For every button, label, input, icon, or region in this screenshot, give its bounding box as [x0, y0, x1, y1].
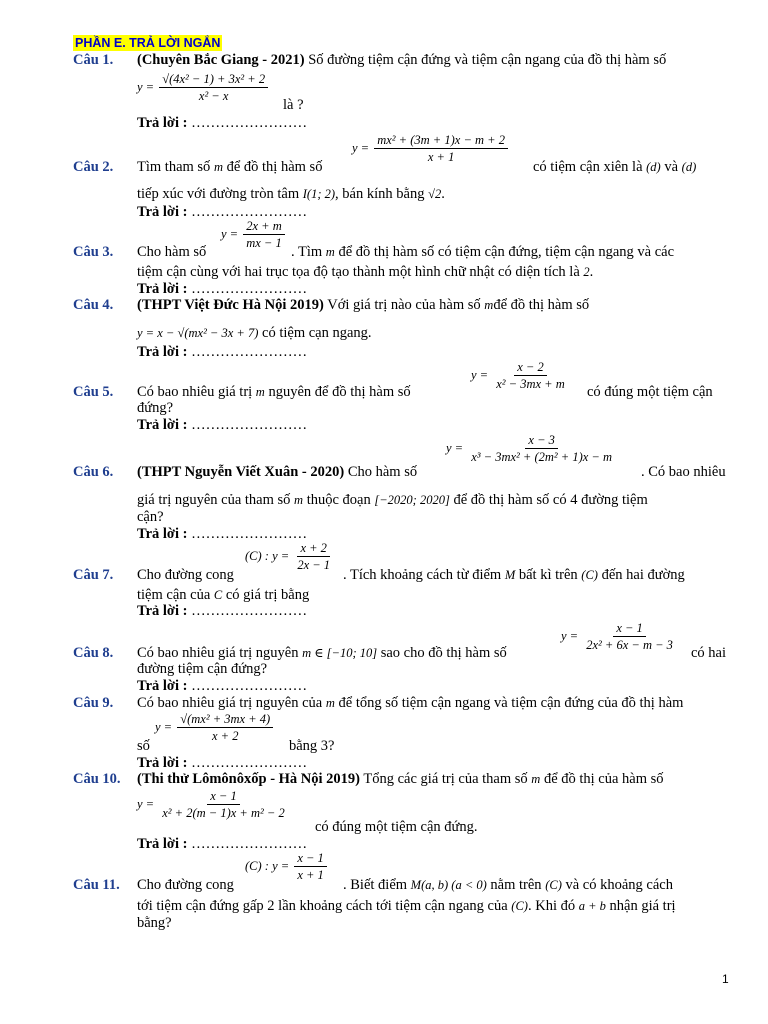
question-5-line-2: đứng?: [137, 400, 174, 416]
text: tới tiệm cận đứng gấp 2 lần khoảng cách tới tiệm cận ngang của: [137, 898, 508, 914]
question-7-formula: [245, 541, 335, 572]
question-2-line-2: [137, 185, 445, 203]
text: có giá trị bằng: [225, 587, 310, 603]
formula-lhs: y =: [446, 441, 464, 455]
text: tiệm cận cùng với hai trục tọa độ tạo thành một hình chữ nhật có diện tích là: [137, 264, 580, 280]
text: để đồ thị hàm số: [226, 159, 323, 175]
text: . Biết điểm: [343, 877, 408, 893]
var-m: m: [325, 696, 335, 710]
interval: [−2020; 2020]: [374, 493, 450, 507]
fraction-denominator: 2x − 1: [297, 558, 331, 572]
text: sao cho đồ thị hàm số: [380, 645, 507, 661]
var-m: m: [255, 385, 265, 399]
fraction: [177, 712, 273, 743]
question-8-line-1b: có hai: [691, 645, 727, 661]
fraction-denominator: x² + 2(m − 1)x + m² − 2: [162, 806, 285, 820]
formula-lhs: y =: [137, 797, 155, 811]
text: giá trị nguyên của tham số: [137, 492, 291, 508]
var-m: m: [325, 245, 335, 259]
text: Tìm tham số: [137, 159, 211, 175]
fraction: [374, 133, 508, 164]
text: Có bao nhiêu giá trị nguyên của: [137, 695, 323, 711]
fraction-denominator: x + 1: [427, 150, 455, 164]
answer-label: Trả lời :: [137, 603, 188, 619]
symbol-C: (C): [581, 568, 598, 582]
fraction-denominator: x² − x: [198, 89, 229, 103]
question-1-number: Câu 1.: [73, 52, 114, 68]
answer-blank[interactable]: ……………………: [191, 678, 308, 694]
answer-label: Trả lời :: [137, 204, 188, 220]
question-4-number: Câu 4.: [73, 297, 114, 313]
question-7-answer: [137, 602, 307, 620]
var-m: m: [294, 493, 304, 507]
symbol-C: (C): [545, 878, 562, 892]
text: nguyên để đồ thị hàm số: [268, 384, 411, 400]
sum-expression: a + b: [578, 899, 606, 913]
text: Cho hàm số: [344, 464, 418, 480]
answer-label: Trả lời :: [137, 526, 188, 542]
answer-blank[interactable]: ……………………: [191, 204, 308, 220]
fraction-numerator: √(mx² + 3mx + 4): [177, 712, 273, 728]
area-value: 2: [583, 265, 590, 279]
answer-label: Trả lời :: [137, 115, 188, 131]
formula-lhs: y =: [155, 720, 173, 734]
question-4-source: (THPT Việt Đức Hà Nội 2019): [137, 297, 324, 313]
fraction: [493, 360, 568, 391]
question-9-line-1: [137, 694, 683, 712]
text: thuộc đoạn: [306, 492, 371, 508]
fraction-numerator: 2x + m: [243, 219, 285, 235]
fraction-denominator: 2x² + 6x − m − 3: [586, 638, 673, 652]
question-11-formula: [245, 851, 329, 882]
fraction-denominator: x² − 3mx + m: [496, 377, 565, 391]
question-3-number: Câu 3.: [73, 244, 114, 260]
question-10-line-1: [137, 770, 664, 788]
answer-blank[interactable]: ……………………: [191, 417, 308, 433]
fraction-numerator: x − 1: [613, 621, 645, 637]
text: để đồ thị hàm số: [493, 297, 590, 313]
question-8-formula: [561, 621, 678, 652]
symbol-d: (d): [646, 160, 661, 174]
text: Với giá trị nào của hàm số: [323, 297, 481, 313]
question-1-formula: [137, 72, 270, 103]
text: tiệm cận của: [137, 587, 211, 603]
var-M: M: [504, 568, 516, 582]
question-7-line-1b: [343, 566, 685, 584]
circle-radius: √2: [428, 187, 442, 201]
text: có tiệm cạn ngang.: [262, 325, 372, 341]
question-5-line-1a: [137, 383, 411, 401]
text: đến hai đường: [601, 567, 685, 583]
text: và: [664, 159, 679, 175]
text: Tổng các giá trị của tham số: [360, 771, 528, 787]
symbol-d: (d): [681, 160, 697, 174]
question-6-line-1a: [137, 463, 417, 481]
question-9-formula: [155, 712, 275, 743]
question-2-line-1b: [533, 158, 696, 176]
question-4-line-2: [137, 324, 372, 342]
question-1-answer: [137, 114, 307, 132]
question-4-line-1: [137, 296, 589, 314]
question-5-number: Câu 5.: [73, 384, 114, 400]
point-M: M(a, b) (a < 0): [410, 878, 487, 892]
answer-blank[interactable]: ……………………: [191, 281, 308, 297]
formula-lhs: y =: [137, 80, 155, 94]
question-6-line-1b: . Có bao nhiêu: [641, 464, 726, 480]
question-10-line-2b: có đúng một tiệm cận đứng.: [315, 819, 478, 835]
fraction-denominator: x³ − 3mx² + (2m² + 1)x − m: [471, 450, 613, 464]
answer-label: Trả lời :: [137, 281, 188, 297]
question-10-source: (Thi thử Lômônôxốp - Hà Nội 2019): [137, 771, 361, 787]
fraction: [243, 219, 285, 250]
curve-label: (C) : y =: [245, 549, 290, 563]
answer-blank[interactable]: ……………………: [191, 115, 308, 131]
question-8-answer: [137, 677, 307, 695]
answer-label: Trả lời :: [137, 417, 188, 433]
text: nằm trên: [490, 877, 542, 893]
text: . Tích khoảng cách từ điểm: [343, 567, 502, 583]
question-2-number: Câu 2.: [73, 159, 114, 175]
question-6-line-2: [137, 491, 648, 509]
fraction-numerator: x − 1: [294, 851, 326, 867]
question-8-line-2: đường tiệm cận đứng?: [137, 661, 268, 677]
question-9-line-2a: số: [137, 738, 150, 754]
text: nhận giá trị: [609, 898, 676, 914]
question-5-answer: [137, 416, 307, 434]
question-4-answer: [137, 343, 307, 361]
curve-label: (C) : y =: [245, 859, 290, 873]
text: .: [441, 186, 445, 202]
question-11-line-2: [137, 897, 676, 915]
question-11-line-1b: [343, 876, 673, 894]
question-7-line-1a: Cho đường cong: [137, 567, 234, 583]
fraction-denominator: x + 2: [211, 729, 239, 743]
answer-label: Trả lời :: [137, 344, 188, 360]
question-11-line-3: bằng?: [137, 915, 172, 931]
text: để tổng số tiệm cận ngang và tiệm cận đứng của đồ thị hàm: [338, 695, 684, 711]
question-4-formula: y = x − √(mx² − 3x + 7): [137, 326, 259, 340]
fraction-numerator: x − 1: [207, 789, 239, 805]
text: để đồ thị của hàm số: [543, 771, 664, 787]
question-6-source: (THPT Nguyễn Viết Xuân - 2020): [137, 464, 345, 480]
question-7-number: Câu 7.: [73, 567, 114, 583]
circle-center: I(1; 2): [302, 187, 336, 201]
answer-blank[interactable]: ……………………: [191, 603, 308, 619]
question-1-suffix: là ?: [283, 97, 304, 113]
var-m: m: [484, 298, 494, 312]
text: để đồ thị hàm số có tiệm cận đứng, tiệm cận ngang và các: [338, 244, 675, 260]
answer-label: Trả lời :: [137, 755, 188, 771]
text: . Tìm: [291, 244, 323, 260]
question-1-source: (Chuyên Bắc Giang - 2021): [137, 52, 305, 68]
fraction: [583, 621, 676, 652]
fraction-numerator: x + 2: [297, 541, 329, 557]
page-number: 1: [722, 972, 729, 986]
fraction: [468, 433, 615, 464]
question-8-number: Câu 8.: [73, 645, 114, 661]
text: và có khoảng cách: [565, 877, 673, 893]
question-2-formula: [352, 133, 510, 164]
formula-lhs: y =: [561, 629, 579, 643]
question-10-number: Câu 10.: [73, 771, 121, 787]
text: có tiệm cận xiên là: [533, 159, 643, 175]
text: để đồ thị hàm số có 4 đường tiệm: [453, 492, 648, 508]
section-title: PHẦN E. TRẢ LỜI NGẮN: [75, 36, 221, 50]
question-10-formula: [137, 789, 290, 820]
question-9-number: Câu 9.: [73, 695, 114, 711]
question-11-line-1a: Cho đường cong: [137, 877, 234, 893]
formula-lhs: y =: [471, 368, 489, 382]
symbol-C: (C): [511, 899, 528, 913]
fraction-numerator: x − 3: [525, 433, 557, 449]
question-2-line-1a: [137, 158, 322, 176]
answer-blank[interactable]: ……………………: [191, 344, 308, 360]
symbol-C: C: [213, 588, 223, 602]
question-9-line-2b: bằng 3?: [289, 738, 335, 754]
question-5-formula: [471, 360, 570, 391]
question-1-text: Số đường tiệm cận đứng và tiệm cận ngang của đồ thị hàm số: [304, 52, 667, 68]
fraction-numerator: mx² + (3m + 1)x − m + 2: [374, 133, 508, 149]
answer-label: Trả lời :: [137, 836, 188, 852]
range: m ∈ [−10; 10]: [302, 646, 378, 660]
text: .: [589, 264, 594, 280]
fraction-denominator: mx − 1: [246, 236, 282, 250]
fraction: [294, 541, 333, 572]
formula-lhs: y =: [221, 227, 239, 241]
answer-label: Trả lời :: [137, 678, 188, 694]
text: bất kì trên: [518, 567, 578, 583]
fraction-numerator: x − 2: [514, 360, 546, 376]
text: tiếp xúc với đường tròn tâm: [137, 186, 300, 202]
fraction: [159, 789, 287, 820]
answer-blank[interactable]: ……………………: [191, 836, 308, 852]
question-1-line-1: [137, 51, 666, 69]
var-m: m: [531, 772, 541, 786]
question-11-number: Câu 11.: [73, 877, 120, 893]
question-6-formula: [446, 433, 617, 464]
question-3-line-1a: Cho hàm số: [137, 244, 207, 260]
question-3-line-2: [137, 263, 593, 281]
text: Có bao nhiêu giá trị: [137, 384, 253, 400]
fraction-numerator: √(4x² − 1) + 3x² + 2: [159, 72, 268, 88]
text: Có bao nhiêu giá trị nguyên: [137, 645, 299, 661]
fraction-denominator: x + 1: [297, 868, 324, 882]
answer-blank[interactable]: ……………………: [191, 755, 308, 771]
question-3-formula: [221, 219, 287, 250]
fraction: [294, 851, 326, 882]
var-m: m: [213, 160, 223, 174]
question-3-line-1b: [291, 243, 674, 261]
answer-blank[interactable]: ……………………: [191, 526, 308, 542]
text: , bán kính bằng: [335, 186, 425, 202]
question-6-number: Câu 6.: [73, 464, 114, 480]
question-6-line-3: cận?: [137, 509, 164, 525]
text: . Khi đó: [527, 898, 576, 914]
formula-lhs: y =: [352, 141, 370, 155]
question-5-line-1b: có đúng một tiệm cận: [587, 384, 713, 400]
fraction: [159, 72, 268, 103]
